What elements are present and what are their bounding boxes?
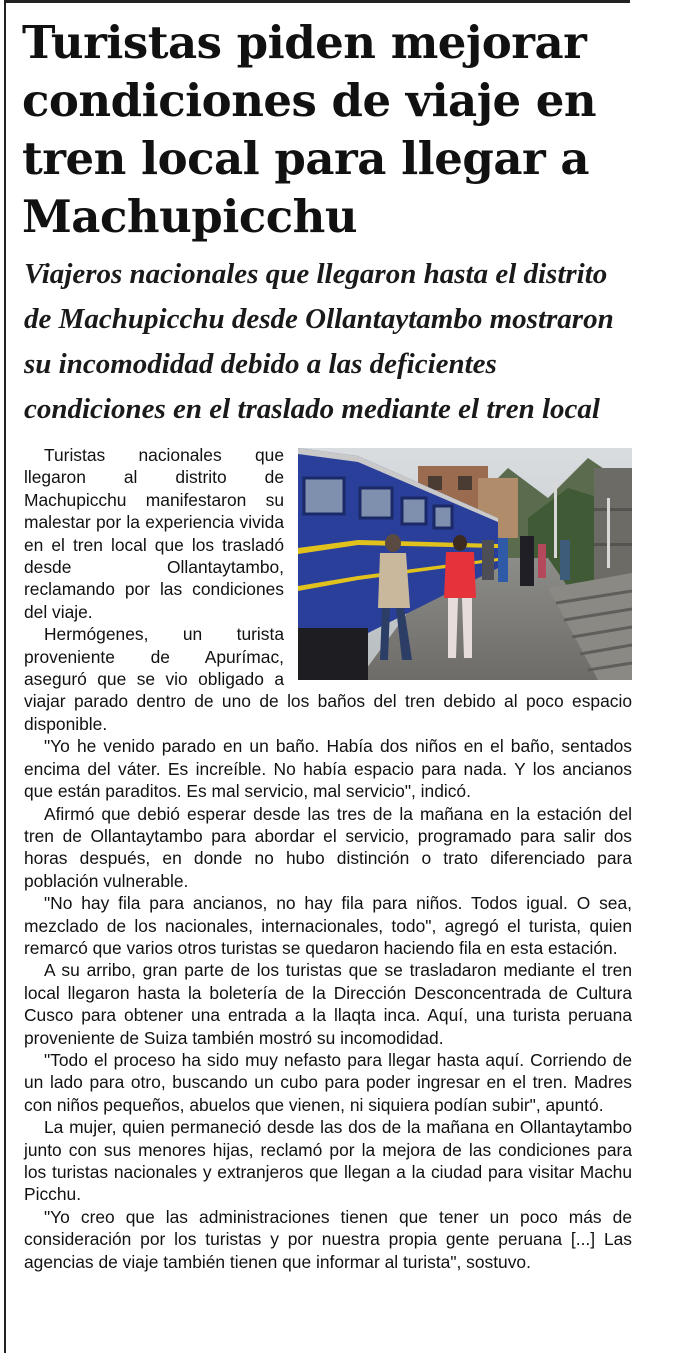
article-paragraph: Turistas nacionales que llegaron al distrito de Machupicchu manifestaron su malestar por la experiencia vivida en el tren local que los trasladó desde Ollantaytambo, reclamando por las condiciones del viaje. bbox=[24, 445, 284, 622]
article-paragraph: Afirmó que debió esperar desde las tres de la mañana en la estación del tren de Ollantaytambo para abordar el servicio, programado para salir dos horas después, en donde no hubo distinción o trato diferenciado para población vulnerable. bbox=[24, 803, 632, 891]
article-subheadline: Viajeros nacionales que llegaron hasta el distrito de Machupicchu desde Ollantaytambo mostraron su incomodidad debido a las deficientes condiciones en el traslado mediante el tren local bbox=[24, 258, 614, 425]
article-paragraph: La mujer, quien permaneció desde las dos de la mañana en Ollantaytambo junto con sus menores hijas, reclamó por la mejora de las condiciones para los turistas nacionales y extranjeros que llegan a la ciudad para visitar Machu Picchu. bbox=[24, 1117, 632, 1205]
train-station-photo bbox=[298, 448, 632, 680]
article-paragraph: "Yo he venido parado en un baño. Había dos niños en el baño, sentados encima del váter. Es increíble. No había espacio para nada. Y los ancianos que están paraditos. Es mal servicio, mal servicio", indicó. bbox=[24, 736, 632, 802]
article-paragraph: Hermógenes, un turista proveniente de Apurímac, aseguró que se vio obligado a viajar parado dentro de uno de los baños del tren debido al poco espacio disponible. bbox=[24, 624, 632, 734]
article-headline: Turistas piden mejorar condiciones de viaje en tren local para llegar a Machupicchu bbox=[22, 16, 597, 243]
article-paragraph: "Yo creo que las administraciones tienen que tener un poco más de consideración por los turistas y por nuestra propia gente peruana [...] Las agencias de viaje también tienen que informar al turista", sostuvo. bbox=[24, 1206, 632, 1272]
article-body bbox=[24, 444, 632, 1273]
article-paragraph: "Todo el proceso ha sido muy nefasto para llegar hasta aquí. Corriendo de un lado para otro, buscando un cubo para poder ingresar en el tren. Madres con niños pequeños, abuelos que vienen, ni siquiera podían subir", apuntó. bbox=[24, 1049, 632, 1115]
left-column-rule bbox=[4, 0, 6, 1353]
article-paragraph: A su arribo, gran parte de los turistas que se trasladaron mediante el tren local llegaron hasta la boletería de la Dirección Desconcentrada de Cultura Cusco para obtener una entrada a la llaqta inca. Aquí, una turista peruana proveniente de Suiza también mostró su incomodidad. bbox=[24, 960, 632, 1048]
top-rule bbox=[4, 0, 630, 3]
article-paragraph: "No hay fila para ancianos, no hay fila para niños. Todos igual. O sea, mezclado de los nacionales, internacionales, todo", agregó el turista, quien remarcó que varios otros turistas se quedaron haciendo fila en esta estación. bbox=[24, 893, 632, 958]
